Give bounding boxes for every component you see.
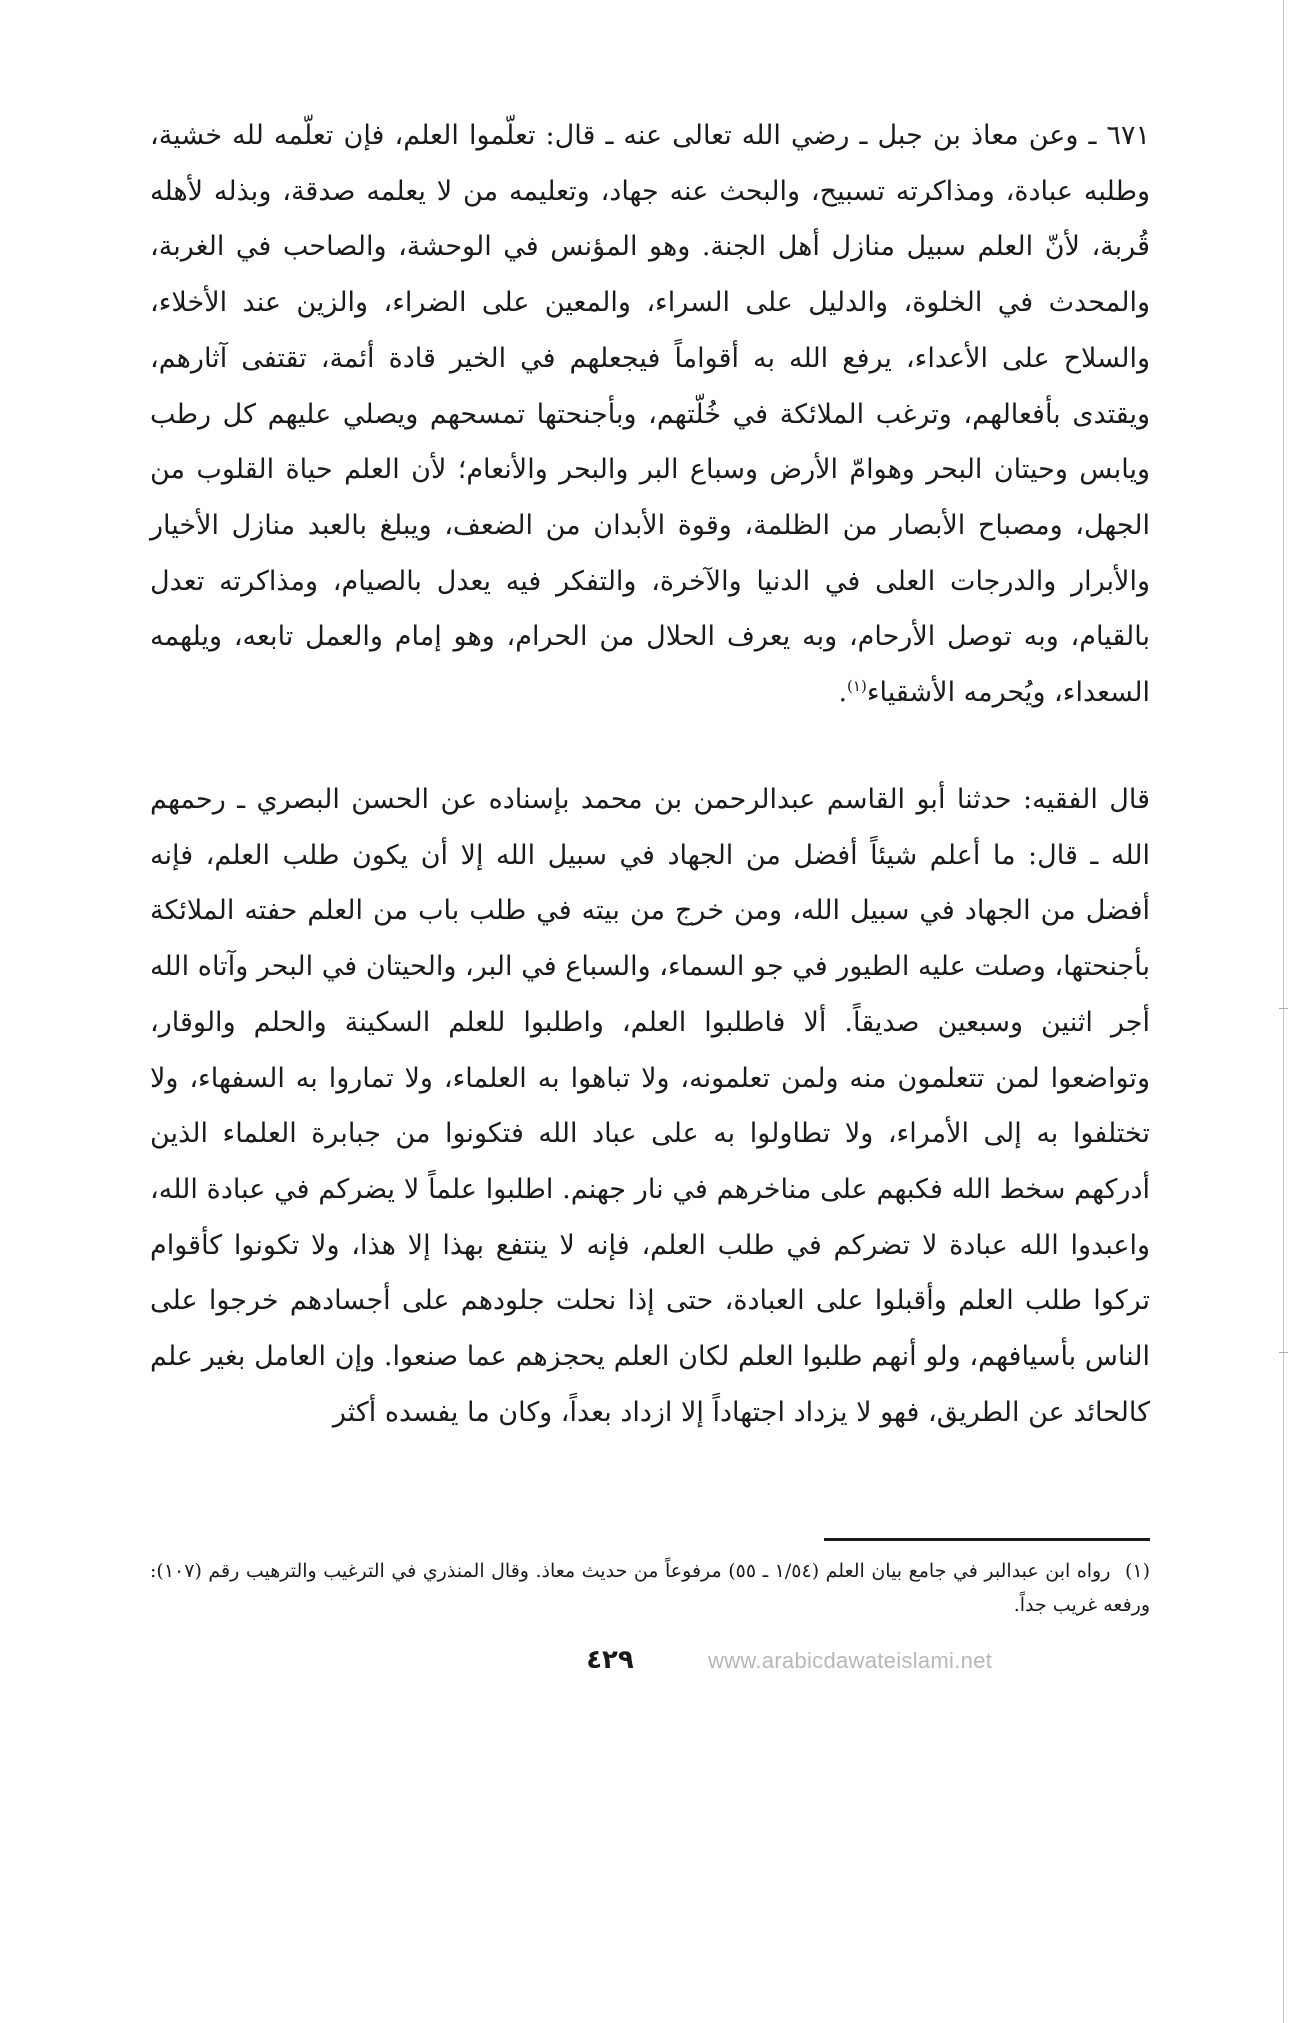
page-number: ٤٢٩ xyxy=(586,1645,634,1675)
paragraph-text: قال الفقيه: حدثنا أبو القاسم عبدالرحمن بن محمد بإسناده عن الحسن البصري ـ رحمهم الله ـ قال: ما أعلم شيئاً أفضل من الجهاد في سبيل الله إلا أن يكون طلب العلم، فإنه أفضل من الجهاد في سبيل الله، ومن خرج من بيته في طلب باب من العلم حفته الملائكة بأجنحتها، وصلت عليه الطيور في جو السماء، والسباع في البر، والحيتان في البحر وآتاه الله أجر اثنين وسبعين صديقاً. ألا فاطلبوا العلم، واطلبوا للعلم السكينة والحلم والوقار، وتواضعوا لمن تتعلمون منه ولمن تعلمونه، ولا تباهوا به العلماء، ولا تماروا به السفهاء، ولا تختلفوا به إلى الأمراء، ولا تطاولوا به على عباد الله فتكونوا من جبابرة العلماء الذين أدركهم سخط الله فكبهم على مناخرهم في نار جهنم. اطلبوا علماً لا يضركم في عبادة الله، واعبدوا الله عبادة لا تضركم في طلب العلم، فإنه لا ينتفع بهذا إلا هذا، ولا تكونوا كأقوام تركوا طلب العلم وأقبلوا على العبادة، حتى إذا نحلت جلودهم على أجسادهم خرجوا على الناس بأسيافهم، ولو أنهم طلبوا العلم لكان العلم يحجزهم عما صنعوا. وإن العامل بغير علم كالحائد عن الطريق، فهو لا يزداد اجتهاداً إلا ازداد بعداً، وكان ما يفسده أكثر xyxy=(150,784,1150,1428)
footnote-reference[interactable]: (١) xyxy=(847,677,867,696)
scan-edge-line xyxy=(1283,0,1284,2023)
watermark-url: www.arabicdawateislami.net xyxy=(708,1648,993,1673)
footnote-marker: (١) xyxy=(1124,1560,1150,1582)
footnote xyxy=(150,1554,1150,1622)
footnote-divider xyxy=(824,1538,1150,1541)
narration-paragraph xyxy=(150,772,1150,1440)
hadith-paragraph xyxy=(150,108,1150,721)
paragraph-end-mark: . xyxy=(838,677,848,709)
footnote-text: رواه ابن عبدالبر في جامع بيان العلم (١/٥٤ ـ ٥٥) مرفوعاً من حديث معاذ. وقال المنذري في الترغيب والترهيب رقم (١٠٧): ورفعه غريب جداً. xyxy=(150,1560,1150,1616)
scan-edge-tick xyxy=(1279,1352,1288,1353)
paragraph-text: ٦٧١ ـ وعن معاذ بن جبل ـ رضي الله تعالى عنه ـ قال: تعلّموا العلم، فإن تعلّمه لله خشية، وطلبه عبادة، ومذاكرته تسبيح، والبحث عنه جهاد، وتعليمه من لا يعلمه صدقة، وبذله لأهله قُربة، لأنّ العلم سبيل منازل أهل الجنة. وهو المؤنس في الوحشة، والصاحب في الغربة، والمحدث في الخلوة، والدليل على السراء، والمعين على الضراء، والزين عند الأخلاء، والسلاح على الأعداء، يرفع الله به أقواماً فيجعلهم في الخير قادة أئمة، تقتفى آثارهم، ويقتدى بأفعالهم، وترغب الملائكة في خُلّتهم، وبأجنحتها تمسحهم ويصلي عليهم كل رطب ويابس وحيتان البحر وهوامّ الأرض وسباع البر والبحر والأنعام؛ لأن العلم حياة القلوب من الجهل، ومصباح الأبصار من الظلمة، وقوة الأبدان من الضعف، ويبلغ بالعبد منازل الأخيار والأبرار والدرجات العلى في الدنيا والآخرة، والتفكر فيه يعدل بالصيام، ومذاكرته تعدل بالقيام، وبه توصل الأرحام، وبه يعرف الحلال من الحرام، وهو إمام والعمل تابعه، ويلهمه السعداء، ويُحرمه الأشقياء xyxy=(150,120,1150,709)
scan-edge-tick xyxy=(1279,1008,1288,1009)
